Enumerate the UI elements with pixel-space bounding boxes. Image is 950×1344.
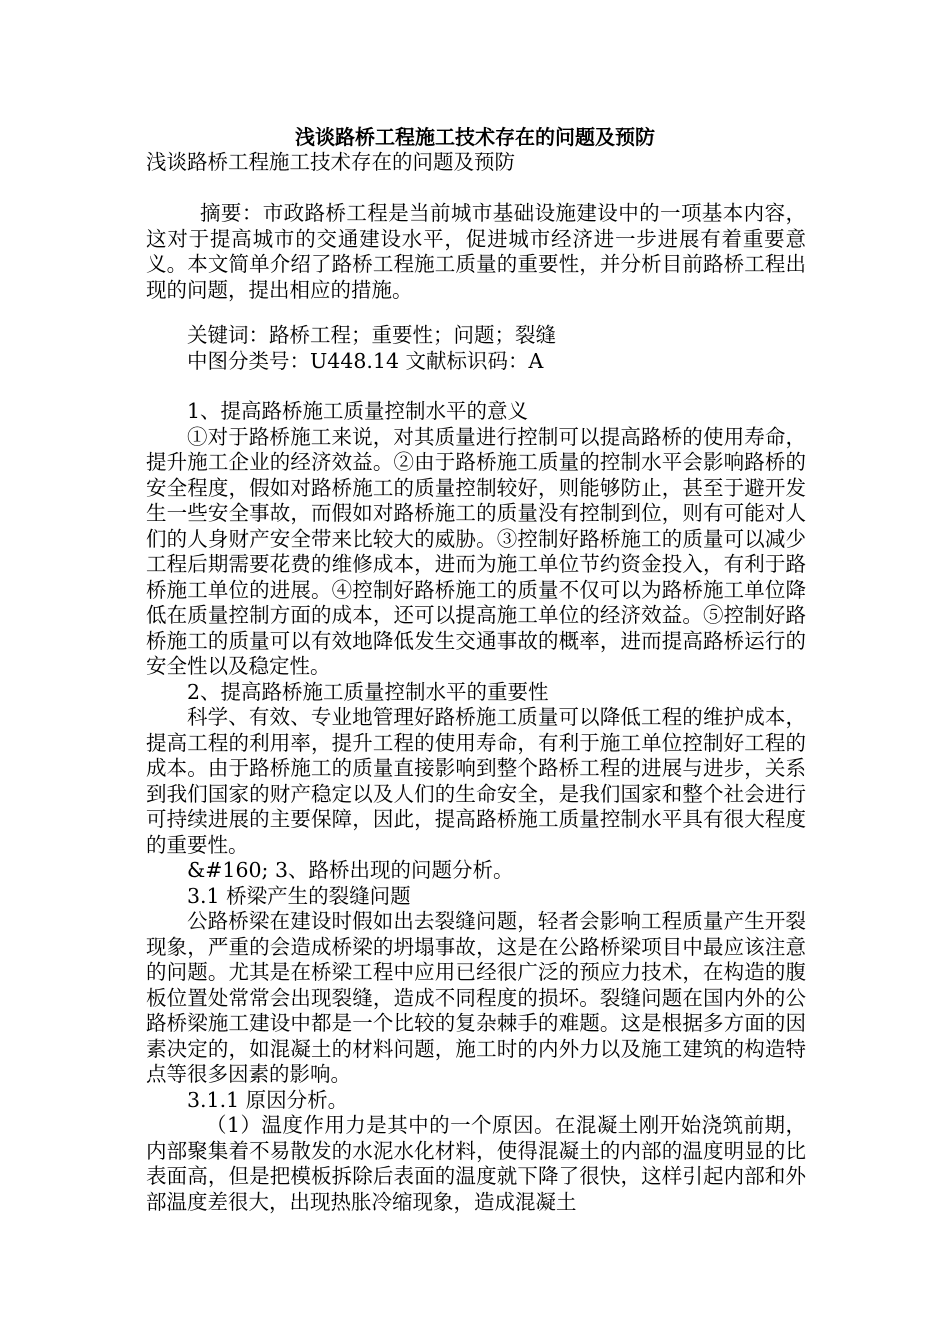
abstract-paragraph: 摘要：市政路桥工程是当前城市基础设施建设中的一项基本内容，这对于提高城市的交通建设水平，促进城市经济进一步进展有着重要意义。本文简单介绍了路桥工程施工质量的重要性，并分析目前路桥工程出现的问题，提出相应的措施。 — [146, 201, 806, 302]
keywords-line: 关键词：路桥工程；重要性；问题；裂缝 — [187, 323, 556, 347]
section-paragraph: ①对于路桥施工来说，对其质量进行控制可以提高路桥的使用寿命，提升施工企业的经济效益。②由于路桥施工质量的控制水平会影响路桥的安全程度，假如对路桥施工的质量控制较好，则能够防止，甚至于避开发生一些安全事故，而假如对路桥施工的质量没有控制到位，则有可能对人们的人身财产安全带来比较大的威胁。③控制好路桥施工的质量可以减少工程后期需要花费的维修成本，进而为施工单位节约资金投入，有利于路桥施工单位的进展。④控制好路桥施工的质量不仅可以为路桥施工单位降低在质量控制方面的成本，还可以提高施工单位的经济效益。⑤控制好路桥施工的质量可以有效地降低发生交通事故的概率，进而提高路桥运行的安全性以及稳定性。 — [146, 424, 806, 678]
abstract-block — [146, 201, 806, 303]
section-heading: &#160; 3、路桥出现的问题分析。 — [187, 858, 514, 882]
subsection-heading: 3.1.1 原因分析。 — [187, 1087, 349, 1112]
section-paragraph: （1）温度作用力是其中的一个原因。在混凝土刚开始浇筑前期，内部聚集着不易散发的水泥水化材料，使得混凝土的内部的温度明显的比表面高，但是把模板拆除后表面的温度就下降了很快，这样引起内部和外部温度差很大，出现热胀冷缩现象，造成混凝土 — [146, 1113, 806, 1214]
section-heading: 1、提高路桥施工质量控制水平的意义 — [187, 399, 529, 423]
document-subtitle: 浅谈路桥工程施工技术存在的问题及预防 — [146, 150, 515, 174]
section-heading: 2、提高路桥施工质量控制水平的重要性 — [187, 679, 549, 704]
document-title: 浅谈路桥工程施工技术存在的问题及预防 — [295, 125, 655, 149]
section-paragraph: 科学、有效、专业地管理好路桥施工质量可以降低工程的维护成本，提高工程的利用率，提升工程的使用寿命，有利于施工单位控制好工程的成本。由于路桥施工的质量直接影响到整个路桥工程的进展与进步，关系到我们国家的财产稳定以及人们的生命安全，是我们国家和整个社会进行可持续进展的主要保障，因此，提高路桥施工质量控制水平具有很大程度的重要性。 — [146, 705, 806, 857]
keywords-block — [146, 323, 806, 374]
classification-line: 中图分类号：U448.14 文献标识码：A — [187, 348, 544, 373]
subsection-heading: 3.1 桥梁产生的裂缝问题 — [187, 883, 411, 908]
document-subtitle-block — [146, 150, 806, 176]
body-block — [146, 399, 806, 1215]
section-paragraph: 公路桥梁在建设时假如出去裂缝问题，轻者会影响工程质量产生开裂现象，严重的会造成桥梁的坍塌事故，这是在公路桥梁项目中最应该注意的问题。尤其是在桥梁工程中应用已经很广泛的预应力技术，在构造的腹板位置处常常会出现裂缝，造成不同程度的损坏。裂缝问题在国内外的公路桥梁施工建设中都是一个比较的复杂棘手的难题。这是根据多方面的因素决定的，如混凝土的材料问题，施工时的内外力以及施工建筑的构造特点等很多因素的影响。 — [146, 909, 806, 1086]
